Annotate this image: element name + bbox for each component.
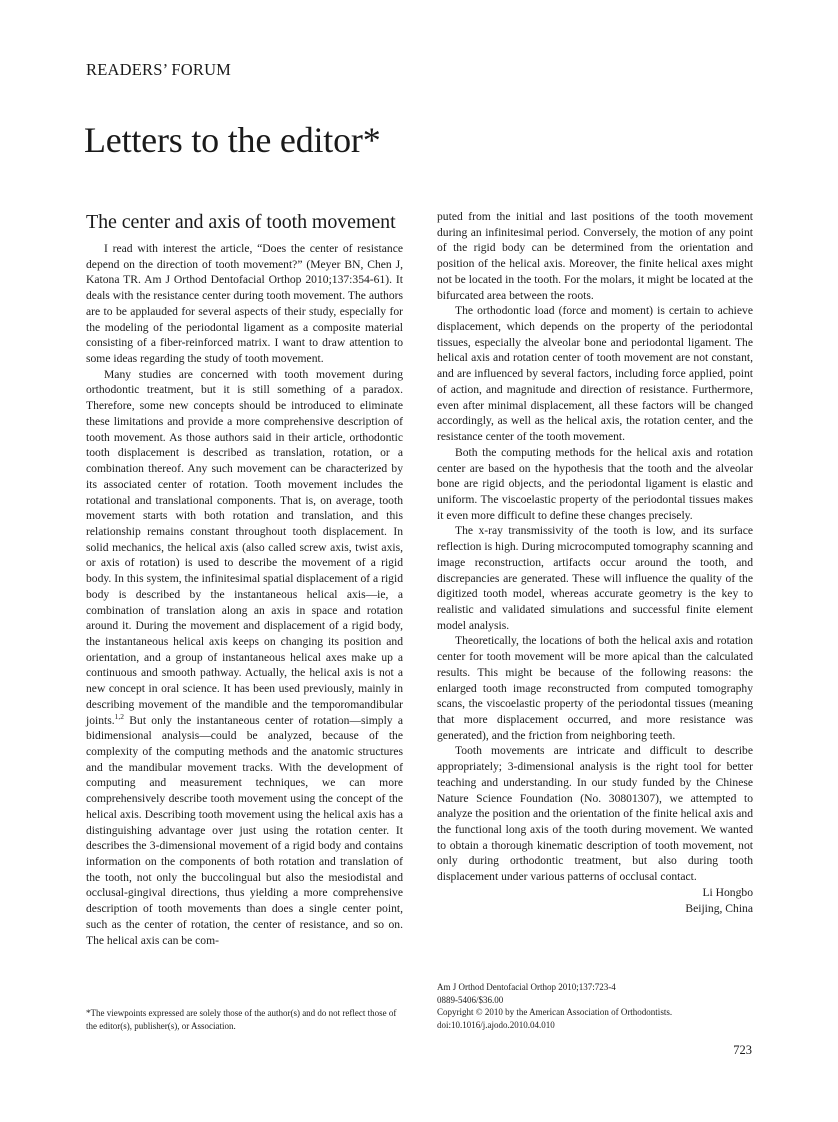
page-title: Letters to the editor* bbox=[84, 120, 381, 160]
citation-journal: Am J Orthod Dentofacial Orthop 2010;137:723-4 bbox=[437, 982, 616, 992]
paragraph-text: Many studies are concerned with tooth movement during orthodontic treatment, but it is still something of a paradox. Therefore, some new concepts should be introduced to eliminate these limitations and provide a more comprehensive description of tooth movement. As those authors said in their article, orthodontic tooth displacement is described as translation, rotation, or a combination thereof. Any such movement can be characterized by its associated center of rotation. Tooth movement includes the rotational and translational components. That is, on average, tooth movement starts with both rotation and translation, and this relationship remains constant throughout tooth displacement. In solid mechanics, the helical axis (also called screw axis, twist axis, or axis of rotation) is used to describe the movement of a rigid body. In this system, the infinitesimal spatial displacement of a rigid body is described by the instantaneous helical axis—ie, a combination of translation along an axis in space and rotation around it. During the movement and displacement of a rigid body, the instantaneous helical axis keeps on changing its position and orientation, and a group of instantaneous helical axes make up a continuous and smooth pathway. Actually, the helical axis is not a new concept in oral science. It has been used previously, mainly in describing movement of the mandible and the temporomandibular joints. bbox=[86, 367, 403, 727]
right-column bbox=[437, 209, 753, 916]
paragraph: Tooth movements are intricate and difficult to describe appropriately; 3-dimensional analysis is the right tool for better teaching and understanding. In our study funded by the Chinese Nature Science Foundation (No. 30801307), we attempted to analyze the position and the orientation of the finite helical axis and the functional long axis of the tooth during movement. We wanted to obtain a thorough kinematic description of tooth movement, not only during orthodontic treatment, but also during tooth displacement under various patterns of occlusal contact. bbox=[437, 744, 753, 884]
section-label: READERS’ FORUM bbox=[86, 60, 232, 79]
paragraph bbox=[86, 367, 403, 949]
paragraph: I read with interest the article, “Does the center of resistance depend on the direction of tooth movement?” (Meyer BN, Chen J, Katona TR. Am J Orthod Dentofacial Orthop 2010;137:354-61). It deals with the resistance center during tooth movement. The authors are to be applauded for several aspects of their study, especially for the modeling of the periodontal ligament as a composite material consisting of a fiber-reinforced matrix. I want to draw attention to some ideas regarding the study of tooth movement. bbox=[86, 242, 403, 366]
paragraph: Both the computing methods for the helical axis and rotation center are based on the hypothesis that the tooth and the alveolar bone are rigid objects, and the periodontal ligament is elastic and uniform. The viscoelastic property of the periodontal tissues makes it even more difficult to define these changes precisely. bbox=[437, 445, 753, 522]
author-name: Li Hongbo bbox=[702, 885, 753, 899]
reference-superscript: 1,2 bbox=[114, 711, 125, 721]
footnote: *The viewpoints expressed are solely those of the author(s) and do not reflect those of the editor(s), publisher(s), or Association. bbox=[86, 1008, 397, 1031]
paragraph: Theoretically, the locations of both the helical axis and rotation center for tooth movement will be more apical than the calculated results. This might be because of the following reasons: the enlarged tooth image reconstructed from computed tomography scans, the viscoelastic property of the periodontal tissues (meaning that more displacement occurred, and more resistance was generated), and the friction from neighboring teeth. bbox=[437, 634, 753, 742]
author-location: Beijing, China bbox=[685, 901, 753, 915]
paragraph: puted from the initial and last positions of the tooth movement during an infinitesimal period. Conversely, the motion of any point of the rigid body can be determined from the orientation and position of the helical axis. Moreover, the finite helical axes might not be located in the tooth. For the molars, it might be located at the bifurcated area between the roots. bbox=[437, 210, 753, 302]
paragraph-text: But only the instantaneous center of rotation—simply a bidimensional analysis—could be analyzed, because of the complexity of the computing methods and the anatomic structures and the mandibular movement tracks. With the development of computing and measurement techniques, we can more comprehensively describe tooth movement using the concept of the helical axis. Describing tooth movement using the helical axis has a distinguishing advantage over just using the rotation center. It describes the 3-dimensional movement of a rigid body and contains information on the components of both rotation and translation of the tooth, not only the buccolingual but also the mesiodistal and occlusal-gingival directions, thus yielding a more comprehensive description of tooth movements than does a single center point, such as the center of rotation, the center of resistance, and so on. The helical axis can be com- bbox=[86, 713, 403, 947]
citation-copyright: Copyright © 2010 by the American Association of Orthodontists. bbox=[437, 1007, 673, 1018]
citation-doi: doi:10.1016/j.ajodo.2010.04.010 bbox=[437, 1019, 555, 1030]
paragraph: The orthodontic load (force and moment) is certain to achieve displacement, which depends on the property of the periodontal tissues, especially the alveolar bone and periodontal ligament. The helical axis and rotation center of tooth movement are not constant, and are influenced by several factors, including force applied, point of action, and magnitude and direction of resistance. Furthermore, even after minimal displacement, all these factors will be changed accordingly, as well as the helical axis, the rotation center, and the resistance center of the tooth movement. bbox=[437, 304, 753, 444]
paragraph: The x-ray transmissivity of the tooth is low, and its surface reflection is high. During microcomputed tomography scanning and image reconstruction, artifacts occur around the tooth, and discrepancies are generated. These will influence the quality of the digitized tooth model, whereas accurate geometry is the key to realistic and validated simulations and successful finite element model analysis. bbox=[437, 524, 753, 632]
citation-block bbox=[437, 981, 753, 1031]
left-column bbox=[86, 209, 403, 948]
article-title: The center and axis of tooth movement bbox=[86, 211, 396, 233]
citation-issn: 0889-5406/$36.00 bbox=[437, 994, 504, 1005]
page-number: 723 bbox=[733, 1043, 752, 1057]
